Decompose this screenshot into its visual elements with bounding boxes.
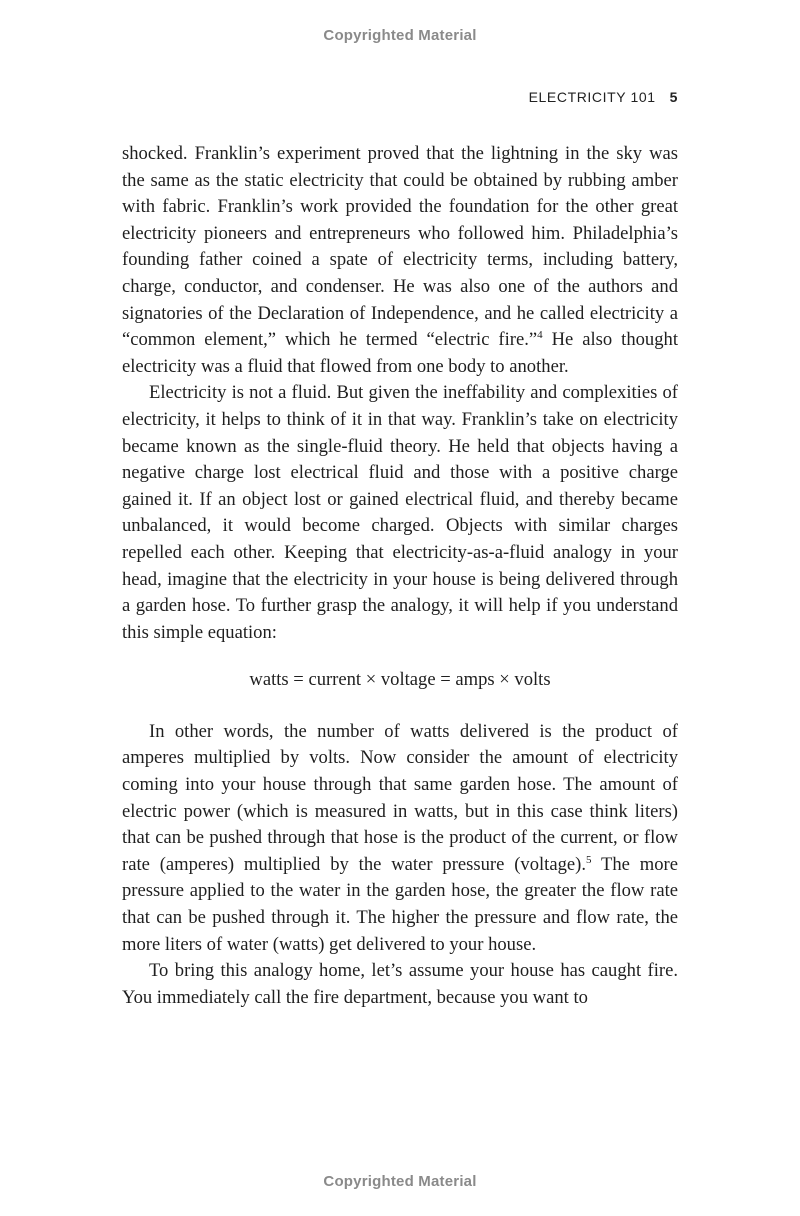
body-text — [122, 141, 678, 1011]
paragraph-4: To bring this analogy home, let’s assume your house has caught fire. You immediately call the fire department, because you want to — [122, 960, 678, 1008]
running-head — [529, 89, 678, 105]
paragraph-1 — [122, 141, 678, 380]
watermark-top: Copyrighted Material — [323, 27, 477, 44]
running-head-title: ELECTRICITY 101 — [528, 89, 656, 105]
watermark-bottom: Copyrighted Material — [323, 1173, 477, 1190]
paragraph-1-text-a: shocked. Franklin’s experiment proved that the lightning in the sky was the same as the static electricity that could be obtained by rubbing amber with fabric. Franklin’s work provided the foundation for the other great electricity pioneers and entrepreneurs who followed him. Philadelphia’s founding father coined a spate of electricity terms, including battery, charge, conductor, and condenser. He was also one of the authors and signatories of the Declaration of Independence, and he called electricity a “common element,” which he termed “electric fire.” — [122, 143, 678, 351]
footnote-ref-4: 4 — [537, 328, 543, 341]
paragraph-1-text-b: He also thought electricity was a fluid that flowed from one body to another. — [122, 329, 678, 377]
footnote-ref-5: 5 — [586, 853, 592, 866]
paragraph-3 — [122, 719, 678, 958]
paragraph-3-text-a: In other words, the number of watts delivered is the product of amperes multiplied by volts. Now consider the amount of electricity coming into your house through that same garden hose. The amount of electric power (which is measured in watts, but in this case think liters) that can be pushed through that hose is the product of the current, or flow rate (amperes) multiplied by the water pressure (voltage). — [122, 720, 678, 875]
paragraph-3-text-b: The more pressure applied to the water in the garden hose, the greater the flow rate that can be pushed through it. The higher the pressure and flow rate, the more liters of water (watts) get delivered to your house. — [122, 853, 679, 955]
page-number: 5 — [669, 89, 678, 105]
equation: watts = current × voltage = amps × volts — [249, 669, 551, 691]
paragraph-2: Electricity is not a fluid. But given the ineffability and complexities of electricity, it helps to think of it in that way. Franklin’s take on electricity became known as the single-fluid theory. He held that objects having a negative charge lost electrical fluid and those with a positive charge gained it. If an object lost or gained electrical fluid, and thereby became unbalanced, it would become charged. Objects with similar charges repelled each other. Keeping that electricity-as-a-fluid analogy in your head, imagine that the electricity in your house is being delivered through a garden hose. To further grasp the analogy, it will help if you understand this simple equation: — [122, 382, 678, 643]
